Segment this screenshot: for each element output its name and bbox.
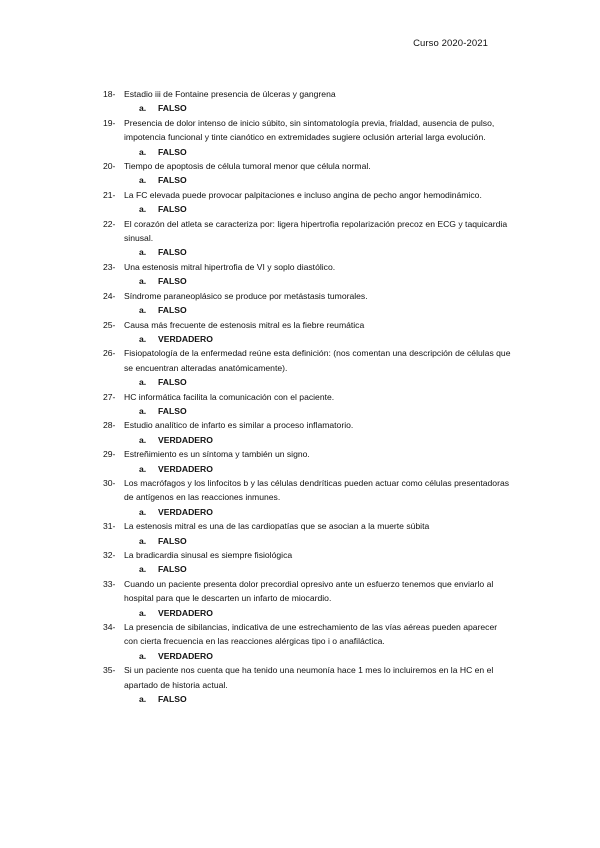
question-number: 35- [103,665,116,676]
course-header: Curso 2020-2021 [413,38,488,49]
question-number: 28- [103,420,116,431]
question-number: 33- [103,578,116,589]
answer-line [103,332,513,346]
question-text: El corazón del atleta se caracteriza por: ligera hipertrofia repolarización precoz en ECG y taquicardia sinusal. [124,218,508,244]
question-text: Si un paciente nos cuenta que ha tenido una neumonía hace 1 mes lo incluiremos en la HC en el apartado de historia actual. [124,665,494,690]
question-text: La presencia de sibilancias, indicativa de une estrechamiento de las vías aéreas pueden aparecer con cierta frecuencia en las reacciones alérgicas tipo i o anafiláctica. [124,622,498,647]
answer-line [103,145,513,159]
answer-line [103,649,513,663]
question-number: 31- [103,521,116,532]
answer-letter: a. [139,333,147,344]
question-item [103,116,513,159]
question-text: Estadio iii de Fontaine presencia de úlceras y gangrena [124,89,336,99]
question-item [103,289,513,318]
question-line [103,519,513,533]
question-number: 25- [103,319,116,330]
question-line [103,548,513,562]
answer-letter: a. [139,146,147,157]
question-text: HC informática facilita la comunicación con el paciente. [124,391,335,402]
answer-value: FALSO [158,564,187,575]
question-line [103,577,513,606]
answer-letter: a. [139,204,147,215]
answer-value: FALSO [158,146,187,157]
answer-letter: a. [139,103,147,114]
question-list [103,87,513,706]
answer-line [103,505,513,519]
question-number: 34- [103,622,116,633]
question-number: 29- [103,449,116,460]
question-text: Estreñimiento es un síntoma y también un signo. [124,449,310,460]
answer-line [103,202,513,216]
question-text: Tiempo de apoptosis de célula tumoral menor que célula normal. [124,161,371,172]
answer-letter: a. [139,405,147,416]
question-line [103,663,513,692]
question-number: 24- [103,290,116,301]
question-text: Estudio analítico de infarto es similar a proceso inflamatorio. [124,420,354,431]
question-item [103,548,513,577]
answer-value: FALSO [158,405,187,416]
question-line [103,620,513,649]
question-item [103,519,513,548]
answer-value: FALSO [158,694,187,705]
question-number: 19- [103,117,116,128]
answer-value: VERDADERO [158,333,213,344]
answer-line [103,375,513,389]
answer-value: VERDADERO [158,434,213,445]
answer-line [103,245,513,259]
question-item [103,318,513,347]
answer-line [103,433,513,447]
question-line [103,116,513,145]
answer-line [103,274,513,288]
question-item [103,188,513,217]
answer-line [103,462,513,476]
answer-letter: a. [139,276,147,287]
answer-letter: a. [139,535,147,546]
answer-line [103,692,513,706]
answer-value: VERDADERO [158,463,213,474]
answer-value: VERDADERO [158,506,213,517]
answer-letter: a. [139,377,147,388]
answer-letter: a. [139,175,147,186]
question-line [103,159,513,173]
answer-value: FALSO [158,204,187,215]
question-item [103,663,513,706]
question-text: Los macrófagos y los linfocitos b y las células dendríticas pueden actuar como células presentadoras de antígenos en las reacciones inmunes. [124,477,510,503]
answer-line [103,101,513,115]
question-text: Fisiopatología de la enfermedad reúne esta definición: (nos comentan una descripción de células que se encuentran alteradas anatómicamente). [124,348,511,373]
question-item [103,476,513,519]
question-number: 30- [103,477,116,488]
question-text: La estenosis mitral es una de las cardiopatías que se asocian a la muerte súbita [124,521,430,532]
question-number: 26- [103,348,116,359]
question-text: Cuando un paciente presenta dolor precordial opresivo ante un esfuerzo tenemos que enviarlo al hospital para que le descarten un infarto de miocardio. [124,578,494,604]
question-number: 32- [103,550,116,560]
question-line [103,217,513,246]
question-item [103,159,513,188]
question-item [103,260,513,289]
question-text: Una estenosis mitral hipertrofia de VI y soplo diastólico. [124,261,336,272]
question-number: 23- [103,261,116,272]
question-line [103,188,513,202]
answer-letter: a. [139,650,147,661]
question-line [103,418,513,432]
question-item [103,577,513,620]
question-line [103,346,513,375]
answer-line [103,606,513,620]
question-item [103,418,513,447]
question-text: Síndrome paraneoplásico se produce por metástasis tumorales. [124,290,368,301]
question-text: La bradicardia sinusal es siempre fisiológica [124,550,293,560]
question-item [103,217,513,260]
answer-letter: a. [139,434,147,445]
question-item [103,87,513,116]
question-text: Presencia de dolor intenso de inicio súbito, sin sintomatología previa, frialdad, ausencia de pulso, impotencia funcional y tinte cianótico en extremidades sugiere oclusión arterial larga evolución. [124,117,495,143]
question-number: 22- [103,218,116,229]
question-line [103,260,513,274]
question-item [103,346,513,389]
question-item [103,447,513,476]
answer-letter: a. [139,463,147,474]
question-line [103,318,513,332]
answer-line [103,534,513,548]
question-line [103,390,513,404]
question-number: 21- [103,189,116,200]
answer-letter: a. [139,305,147,316]
question-number: 27- [103,391,116,402]
answer-value: FALSO [158,276,187,287]
answer-value: FALSO [158,535,187,546]
answer-line [103,404,513,418]
question-item [103,390,513,419]
answer-value: VERDADERO [158,650,213,661]
answer-value: VERDADERO [158,607,213,618]
answer-line [103,173,513,187]
answer-letter: a. [139,607,147,618]
answer-letter: a. [139,247,147,258]
question-number: 20- [103,161,116,172]
answer-line [103,562,513,576]
question-line [103,289,513,303]
question-item [103,620,513,663]
answer-value: FALSO [158,305,187,316]
answer-letter: a. [139,694,147,705]
answer-value: FALSO [158,247,187,258]
answer-letter: a. [139,564,147,575]
question-line [103,447,513,461]
question-text: La FC elevada puede provocar palpitaciones e incluso angina de pecho angor hemodinámico. [124,189,482,200]
answer-line [103,303,513,317]
answer-value: FALSO [158,175,187,186]
question-text: Causa más frecuente de estenosis mitral es la fiebre reumática [124,319,365,330]
question-line [103,476,513,505]
question-number: 18- [103,89,116,99]
question-line [103,87,513,101]
answer-letter: a. [139,506,147,517]
answer-value: FALSO [158,377,187,388]
answer-value: FALSO [158,103,187,114]
